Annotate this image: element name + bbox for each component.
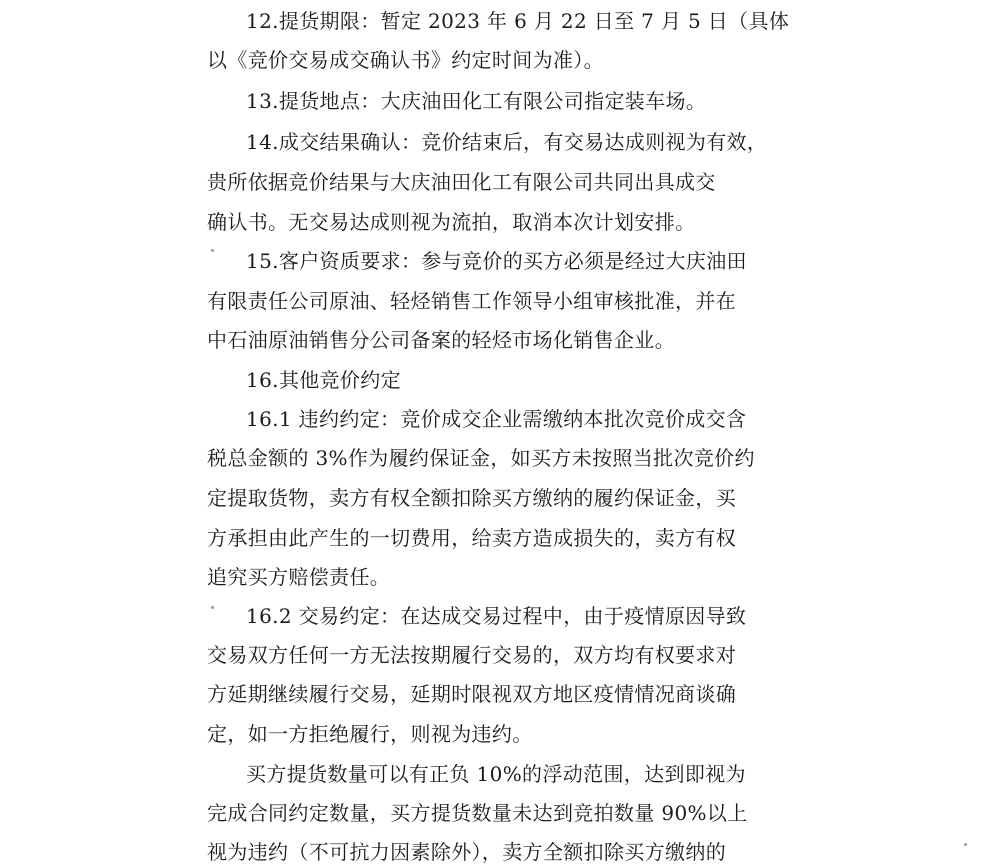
doc-line-16-2-cont-2: 方延期继续履行交易，延期时限视双方地区疫情情况商谈确 [207,682,737,706]
doc-line-15-qualification: 15.客户资质要求：参与竞价的买方必须是经过大庆油田 [246,249,747,273]
doc-line-16-1-cont-2: 定提取货物，卖方有权全额扣除买方缴纳的履约保证金，买 [207,486,737,510]
doc-line-quantity: 买方提货数量可以有正负 10%的浮动范围，达到即视为 [246,762,746,786]
doc-line-16-2-trade: 16.2 交易约定：在达成交易过程中，由于疫情原因导致 [246,604,747,628]
doc-line-13-location: 13.提货地点：大庆油田化工有限公司指定装车场。 [246,89,707,113]
doc-line-15-cont-2: 中石油原油销售分公司备案的轻烃市场化销售企业。 [207,328,676,352]
doc-line-14-cont-2: 确认书。无交易达成则视为流拍，取消本次计划安排。 [207,210,696,234]
doc-line-15-cont-1: 有限责任公司原油、轻烃销售工作领导小组审核批准，并在 [207,289,737,313]
doc-line-16-heading: 16.其他竞价约定 [246,368,401,392]
doc-line-quantity-cont-2: 视为违约（不可抗力因素除外），卖方全额扣除买方缴纳的 [207,840,727,864]
doc-line-16-1-cont-3: 方承担由此产生的一切费用，给卖方造成损失的，卖方有权 [207,526,737,550]
doc-line-12-deadline: 12.提货期限：暂定 2023 年 6 月 22 日至 7 月 5 日（具体 [246,9,790,33]
doc-line-16-1-breach: 16.1 违约约定：竞价成交企业需缴纳本批次竞价成交含 [246,407,747,431]
doc-line-14-confirmation: 14.成交结果确认：竞价结束后，有交易达成则视为有效， [246,130,768,154]
doc-line-quantity-cont-1: 完成合同约定数量，买方提货数量未达到竞拍数量 90%以上 [207,801,748,825]
scan-speck [211,606,214,609]
doc-line-16-2-cont-1: 交易双方任何一方无法按期履行交易的，双方均有权要求对 [207,643,737,667]
doc-line-12-deadline-cont: 以《竞价交易成交确认书》约定时间为准）。 [207,48,604,72]
doc-line-16-2-cont-3: 定，如一方拒绝履行，则视为违约。 [207,722,533,746]
doc-line-16-1-cont-1: 税总金额的 3%作为履约保证金，如买方未按照当批次竞价约 [207,446,755,470]
scan-speck [211,249,214,252]
doc-line-16-1-cont-4: 追究买方赔偿责任。 [207,565,391,589]
doc-line-14-cont-1: 贵所依据竞价结果与大庆油田化工有限公司共同出具成交 [207,170,716,194]
scan-speck [964,843,967,846]
